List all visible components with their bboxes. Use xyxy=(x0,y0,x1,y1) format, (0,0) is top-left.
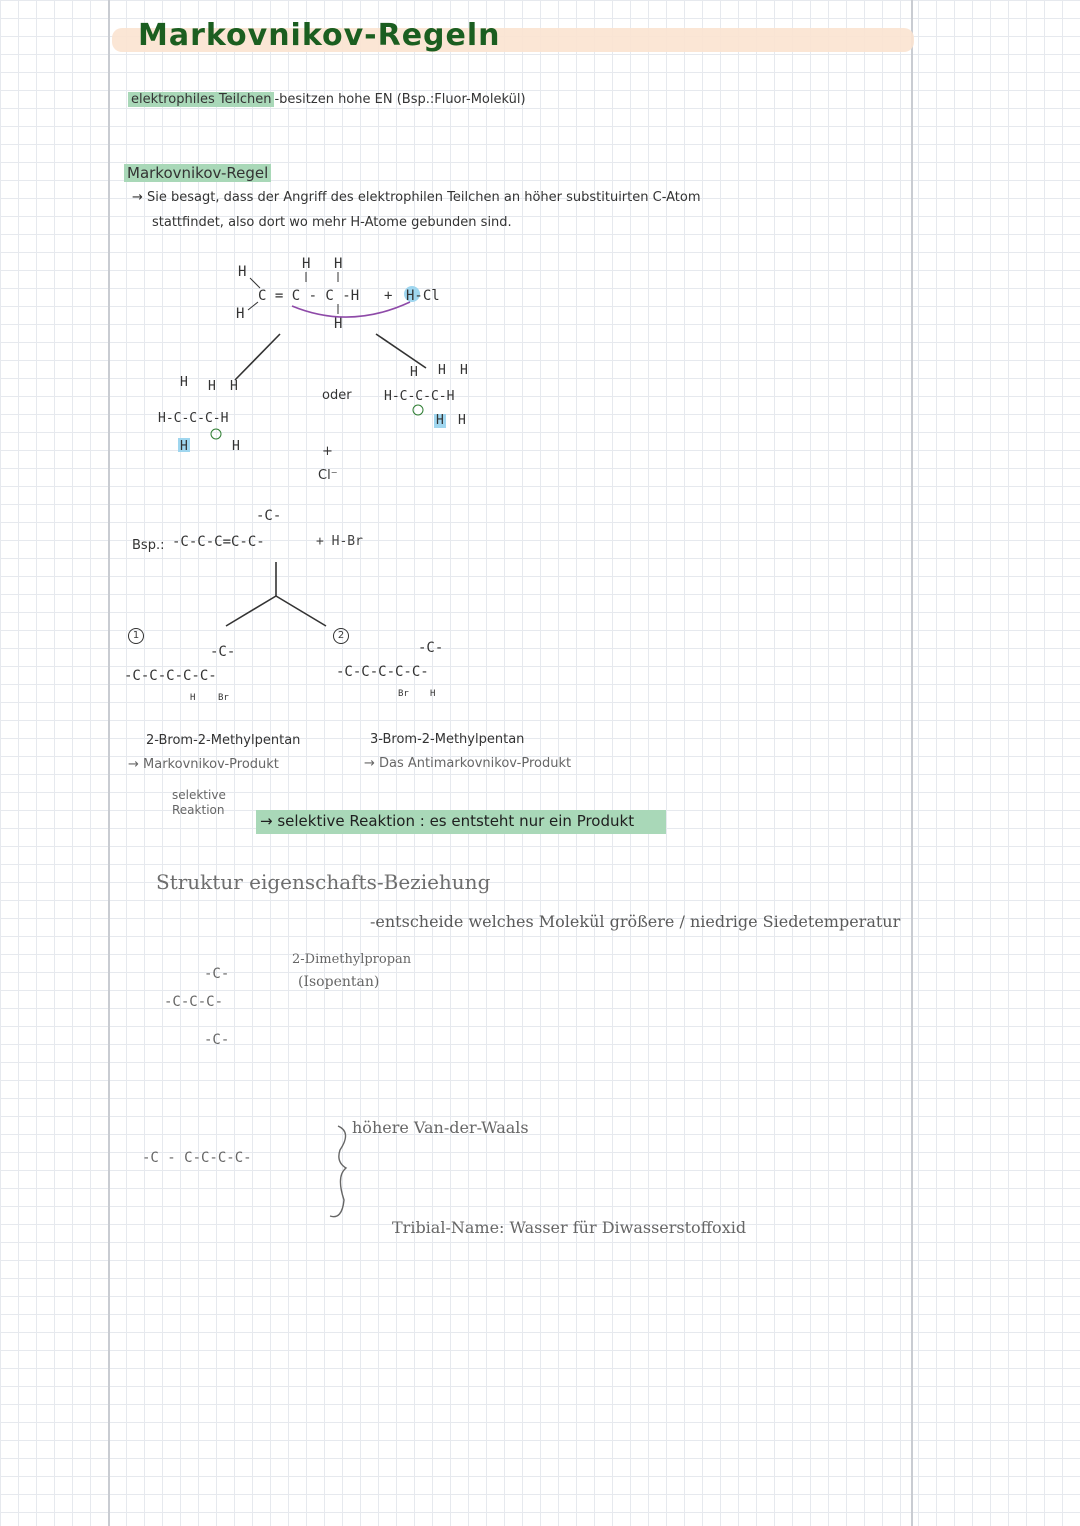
svg-text:H-Cl: H-Cl xyxy=(406,288,440,304)
oder-label: oder xyxy=(322,388,352,403)
product-1-structure xyxy=(124,644,235,703)
branch-right xyxy=(276,596,326,626)
svg-text:-C-C-C-: -C-C-C- xyxy=(164,994,224,1010)
svg-text:H: H xyxy=(208,379,216,394)
svg-text:H-C-C-C-H: H-C-C-C-H xyxy=(384,389,455,404)
carbocation-right xyxy=(384,363,468,428)
svg-text:H: H xyxy=(230,379,238,394)
svg-text:H: H xyxy=(180,375,188,390)
structure-heading: Struktur eigenschafts-Beziehung xyxy=(156,870,491,894)
example-reagent: + H-Br xyxy=(316,534,363,549)
svg-text:-C-: -C- xyxy=(204,1032,230,1048)
selective-box: → selektive Reaktion : es entsteht nur ein Produkt xyxy=(256,810,666,834)
svg-text:H: H xyxy=(238,264,247,280)
product-1-note: → Markovnikov-Produkt xyxy=(128,757,279,772)
page-margin-left xyxy=(108,0,110,1526)
page-title: Markovnikov-Regeln xyxy=(138,18,501,53)
chloride-ion: Cl⁻ xyxy=(318,468,338,483)
example-reactant xyxy=(172,508,281,550)
arrow-left xyxy=(235,334,280,380)
rule-line-1: → Sie besagt, dass der Angriff des elektrophilen Teilchen an höher substituirten C-Atom xyxy=(132,190,701,205)
rule-heading-text: Markovnikov-Regel xyxy=(124,164,271,182)
molecule-alt-name: (Isopentan) xyxy=(298,974,380,990)
intro-highlight: elektrophiles Teilchen xyxy=(128,92,274,107)
svg-text:H: H xyxy=(458,413,466,428)
vdw-text: höhere Van-der-Waals xyxy=(352,1118,529,1137)
svg-text:-C-: -C- xyxy=(256,508,282,524)
svg-text:H: H xyxy=(410,365,418,380)
svg-text:H: H xyxy=(436,413,444,428)
pentane-structure xyxy=(140,1120,360,1230)
carbocation-left xyxy=(158,375,240,454)
svg-text:H: H xyxy=(460,363,468,378)
rule-heading xyxy=(124,164,271,182)
svg-text:-C-: -C- xyxy=(210,644,236,660)
page-margin-right xyxy=(911,0,913,1526)
svg-text:-C-C-C=C-C-: -C-C-C=C-C- xyxy=(172,534,265,550)
product-2-name: 3-Brom-2-Methylpentan xyxy=(370,732,525,747)
svg-text:H: H xyxy=(334,316,343,332)
isopentane-structure xyxy=(160,940,300,1070)
svg-text:H-C-C-C-H: H-C-C-C-H xyxy=(158,411,229,426)
svg-text:H: H xyxy=(334,256,343,272)
electron-arrow xyxy=(292,302,410,317)
svg-text:-C-C-C-C-C-: -C-C-C-C-C- xyxy=(124,668,217,684)
svg-text:H: H xyxy=(190,693,196,703)
svg-text:H: H xyxy=(430,689,436,699)
svg-text:H: H xyxy=(438,363,446,378)
selective-label: selektive Reaktion xyxy=(172,788,226,817)
svg-text:-C-C-C-C-C-: -C-C-C-C-C- xyxy=(336,664,429,680)
product-2-number: 2 xyxy=(333,623,349,644)
product-1-number: 1 xyxy=(128,623,144,644)
svg-text:H: H xyxy=(180,439,188,454)
product-2-structure xyxy=(336,640,443,699)
arrow-right xyxy=(376,334,426,368)
svg-text:H: H xyxy=(302,256,311,272)
svg-text:-C-: -C- xyxy=(418,640,444,656)
molecule-name: 2-Dimethylpropan xyxy=(292,952,412,967)
brace xyxy=(330,1126,346,1217)
rule-line-2: stattfindet, also dort wo mehr H-Atome gebunden sind. xyxy=(152,215,512,230)
svg-text:H: H xyxy=(236,306,245,322)
svg-text:-C-: -C- xyxy=(204,966,230,982)
svg-text:-C - C-C-C-C-: -C - C-C-C-C- xyxy=(142,1150,252,1166)
intro-line xyxy=(128,92,526,107)
branch-left xyxy=(226,596,276,626)
svg-text:Br: Br xyxy=(218,693,229,703)
svg-text:Br: Br xyxy=(398,689,409,699)
product-2-note: → Das Antimarkovnikov-Produkt xyxy=(364,756,572,771)
example-label: Bsp.: xyxy=(132,538,165,553)
structure-question: -entscheide welches Molekül größere / niedrige Siedetemperatur xyxy=(370,912,901,931)
trivial-name: Tribial-Name: Wasser für Diwasserstoffoxid xyxy=(392,1218,747,1237)
intro-text: -besitzen hohe EN (Bsp.:Fluor-Molekül) xyxy=(274,92,526,107)
product-1-name: 2-Brom-2-Methylpentan xyxy=(146,733,301,748)
alkene-structure xyxy=(236,256,440,332)
svg-text:+: + xyxy=(384,288,393,304)
plus-sign: + xyxy=(322,444,333,459)
svg-text:C = C - C -H: C = C - C -H xyxy=(258,288,360,304)
svg-text:H: H xyxy=(232,439,240,454)
